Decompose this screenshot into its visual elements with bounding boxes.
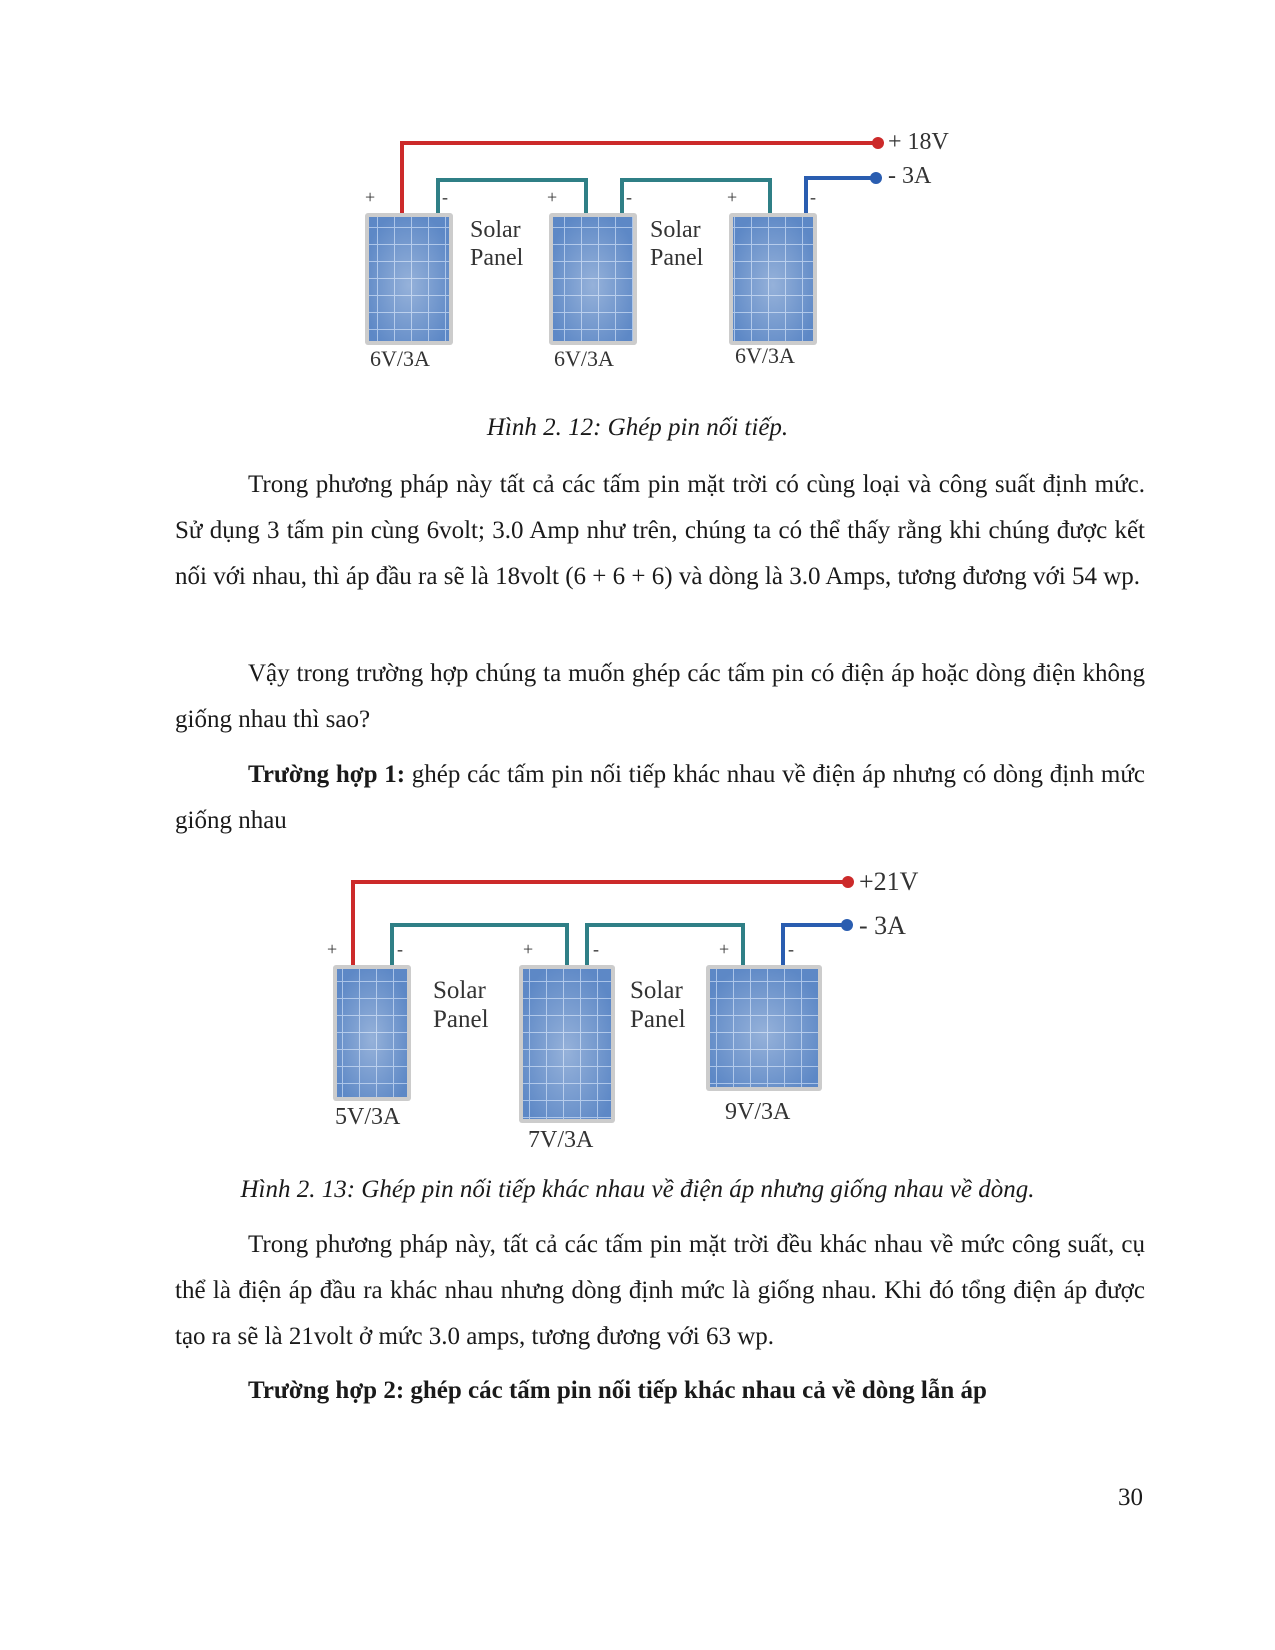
- figure-series-connection: [360, 125, 980, 385]
- panel-name-line1: Solar: [630, 977, 683, 1004]
- plus-sign: +: [719, 939, 730, 959]
- case-label: Trường hợp 2: ghép các tấm pin nối tiếp khác nhau cả về dòng lẫn áp: [248, 1377, 987, 1404]
- case-label: Trường hợp 1:: [248, 761, 406, 788]
- panel-name-line2: Panel: [650, 245, 704, 271]
- panel-rating: 9V/3A: [725, 1099, 791, 1125]
- minus-sign: -: [442, 187, 448, 207]
- panel-rating: 6V/3A: [370, 346, 430, 371]
- minus-sign: -: [788, 939, 794, 959]
- output-current-label: - 3A: [859, 911, 906, 940]
- plus-sign: +: [365, 187, 376, 207]
- panel-rating: 7V/3A: [528, 1127, 594, 1153]
- negative-terminal: [841, 919, 853, 931]
- plus-sign: +: [327, 939, 338, 959]
- paragraph: Vậy trong trường hợp chúng ta muốn ghép các tấm pin có điện áp hoặc dòng điện không giống nhau thì sao?: [175, 660, 1145, 733]
- solar-panel-2: [549, 213, 637, 345]
- minus-sign: -: [397, 939, 403, 959]
- figure-mixed-voltage-series: [325, 862, 965, 1157]
- panel-rating: 6V/3A: [554, 346, 614, 371]
- minus-sign: -: [593, 939, 599, 959]
- plus-sign: +: [523, 939, 534, 959]
- minus-sign: -: [810, 187, 816, 207]
- link-wire-1: [438, 180, 586, 217]
- solar-panel-3: [729, 213, 817, 345]
- output-voltage-label: + 18V: [888, 129, 949, 155]
- negative-terminal: [870, 172, 882, 184]
- panel-name-line1: Solar: [470, 217, 521, 243]
- plus-sign: +: [547, 187, 558, 207]
- figure-caption: Hình 2. 13: Ghép pin nối tiếp khác nhau về điện áp nhưng giống nhau về dòng.: [240, 1176, 1035, 1203]
- solar-panel-2: [519, 965, 615, 1123]
- page-number: 30: [1118, 1484, 1143, 1511]
- panel-rating: 5V/3A: [335, 1104, 401, 1130]
- link-wire-1: [392, 925, 567, 967]
- paragraph: Trong phương pháp này tất cả các tấm pin mặt trời có cùng loại và công suất định mức. Sử dụng 3 tấm pin cùng 6volt; 3.0 Amp như trên, chúng ta có thể thấy rằng khi chúng được kết nối với nhau, thì áp đầu ra sẽ là 18volt (6 + 6 + 6) và dòng là 3.0 Amps, tương đương với 54 wp.: [175, 471, 1145, 590]
- panel-name-line1: Solar: [433, 977, 486, 1004]
- output-voltage-label: +21V: [859, 867, 919, 896]
- positive-terminal: [872, 137, 884, 149]
- figure-caption: Hình 2. 12: Ghép pin nối tiếp.: [486, 414, 789, 441]
- solar-panel-1: [333, 965, 411, 1101]
- case-heading: Trường hợp 1: ghép các tấm pin nối tiếp khác nhau về điện áp nhưng có dòng định mức giống nhau: [175, 761, 1145, 834]
- panel-name-line2: Panel: [470, 245, 524, 271]
- output-current-label: - 3A: [888, 163, 932, 189]
- panel-name-line2: Panel: [630, 1006, 686, 1033]
- solar-panel-1: [365, 213, 453, 345]
- paragraph: Trong phương pháp này, tất cả các tấm pin mặt trời đều khác nhau về mức công suất, cụ thể là điện áp đầu ra khác nhau nhưng dòng định mức là giống nhau. Khi đó tổng điện áp được tạo ra sẽ là 21volt ở mức 3.0 amps, tương đương với 63 wp.: [175, 1231, 1145, 1350]
- positive-terminal: [842, 876, 854, 888]
- case-heading: [175, 1368, 1145, 1414]
- minus-sign: -: [626, 187, 632, 207]
- panel-name-line2: Panel: [433, 1006, 489, 1033]
- solar-panel-3: [706, 965, 822, 1091]
- plus-sign: +: [727, 187, 738, 207]
- link-wire-2: [622, 180, 770, 217]
- panel-name-line1: Solar: [650, 217, 701, 243]
- panel-rating: 6V/3A: [735, 343, 795, 368]
